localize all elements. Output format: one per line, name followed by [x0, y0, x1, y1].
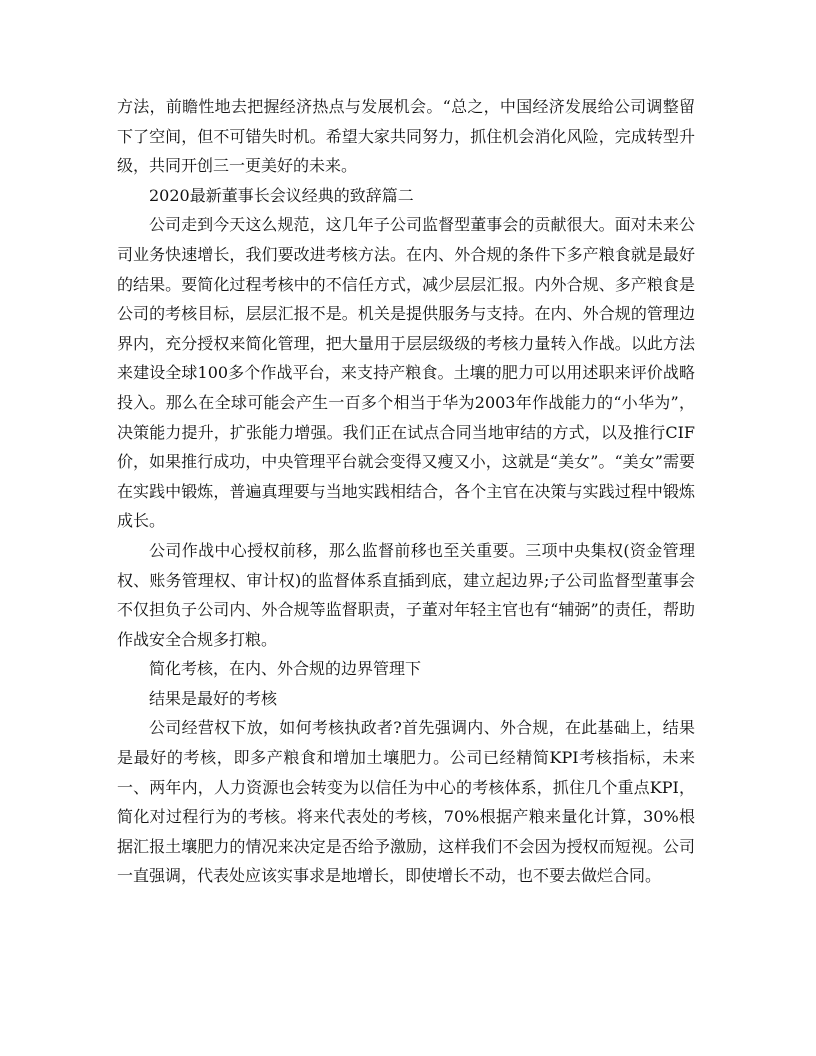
paragraph-4: 公司经营权下放，如何考核执政者?首先强调内、外合规，在此基础上，结果是最好的考核，即多产粮食和增加土壤肥力。公司已经精简KPI考核指标，未来一、两年内，人力资源也会转变为以信任为中心的考核体系，抓住几个重点KPI，简化对过程行为的考核。将来代表处的考核，70%根据产粮来量化计算，30%根据汇报土壤肥力的情况来决定是否给予激励，这样我们不会因为授权而短视。公司一直强调，代表处应该实事求是地增长，即使增长不动，也不要去做烂合同。 — [117, 718, 695, 886]
subheading-1: 简化考核，在内、外合规的边界管理下 — [149, 659, 422, 679]
document-body — [117, 92, 695, 891]
paragraph-2: 公司走到今天这么规范，这几年子公司监督型董事会的贡献很大。面对未来公司业务快速增长，我们要改进考核方法。在内、外合规的条件下多产粮食就是最好的结果。要简化过程考核中的不信任方式，减少层层汇报。内外合规、多产粮食是公司的考核目标，层层汇报不是。机关是提供服务与支持。在内、外合规的管理边界内，充分授权来简化管理，把大量用于层层级级的考核力量转入作战。以此方法来建设全球100多个作战平台，来支持产粮食。土壤的肥力可以用述职来评价战略投入。那么在全球可能会产生一百多个相当于华为2003年作战能力的“小华为”，决策能力提升，扩张能力增强。我们正在试点合同当地审结的方式，以及推行CIF价，如果推行成功，中央管理平台就会变得又瘦又小，这就是“美女”。“美女”需要在实践中锻炼，普遍真理要与当地实践相结合，各个主官在决策与实践过程中锻炼成长。 — [117, 215, 695, 531]
section-heading: 2020最新董事长会议经典的致辞篇二 — [149, 185, 414, 205]
paragraph-1: 方法，前瞻性地去把握经济热点与发展机会。“总之，中国经济发展给公司调整留下了空间，但不可错失时机。希望大家共同努力，抓住机会消化风险，完成转型升级，共同开创三一更美好的未来。 — [117, 97, 695, 176]
subheading-2: 结果是最好的考核 — [149, 688, 278, 708]
paragraph-3: 公司作战中心授权前移，那么监督前移也至关重要。三项中央集权(资金管理权、账务管理权、审计权)的监督体系直插到底，建立起边界;子公司监督型董事会不仅担负子公司内、外合规等监督职责，子董对年轻主官也有“辅弼”的责任，帮助作战安全合规多打粮。 — [117, 540, 695, 649]
